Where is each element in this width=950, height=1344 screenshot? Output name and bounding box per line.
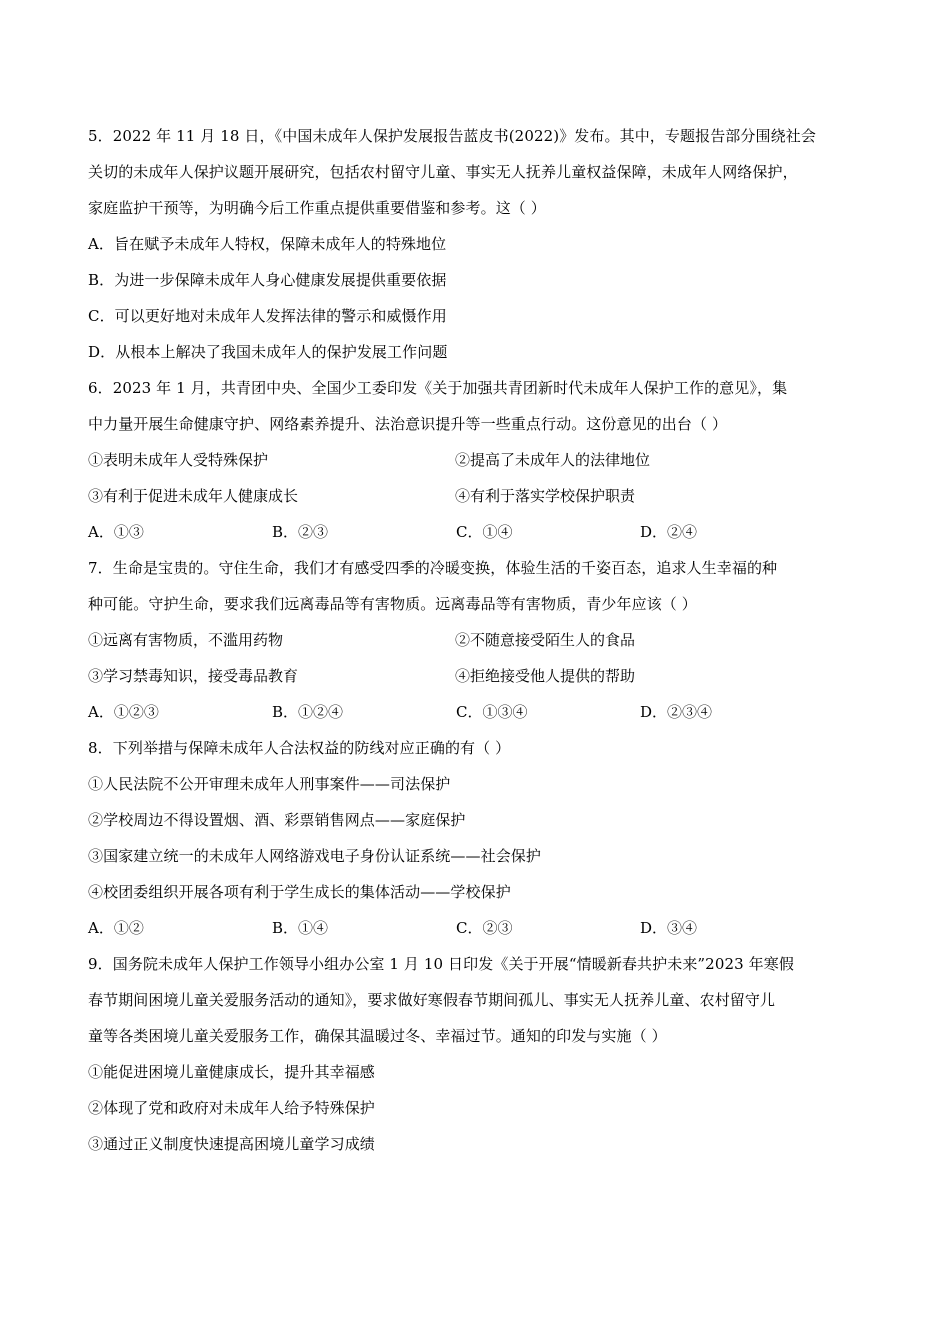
question-7-stem-line-2: 种可能。守护生命，要求我们远离毒品等有害物质。远离毒品等有害物质，青少年应该（ ） xyxy=(88,595,697,613)
question-5-option-d: D．从根本上解决了我国未成年人的保护发展工作问题 xyxy=(88,343,448,361)
questions-content xyxy=(88,118,868,1162)
question-9-item-1: ①能促进困境儿童健康成长，提升其幸福感 xyxy=(88,1063,375,1081)
question-9-item-3: ③通过正义制度快速提高困境儿童学习成绩 xyxy=(88,1135,375,1153)
question-7-item-4: ④拒绝接受他人提供的帮助 xyxy=(455,667,636,685)
question-7-option-b: B．①②④ xyxy=(272,703,344,721)
question-9-stem-line-3: 童等各类困境儿童关爱服务工作，确保其温暖过冬、幸福过节。通知的印发与实施（ ） xyxy=(88,1027,667,1045)
question-8-option-c: C．②③ xyxy=(456,919,513,937)
question-6 xyxy=(88,370,868,550)
question-6-stem-line-2: 中力量开展生命健康守护、网络素养提升、法治意识提升等一些重点行动。这份意见的出台（ ） xyxy=(88,415,728,433)
question-6-options xyxy=(88,514,868,550)
question-6-item-4: ④有利于落实学校保护职责 xyxy=(455,487,636,505)
question-9-stem-line-1: 9．国务院未成年人保护工作领导小组办公室 1 月 10 日印发《关于开展“情暖新春共护未来”2023 年寒假 xyxy=(88,955,794,973)
question-6-stem-line-1: 6．2023 年 1 月，共青团中央、全国少工委印发《关于加强共青团新时代未成年人保护工作的意见》，集 xyxy=(88,379,788,397)
question-7-option-c: C．①③④ xyxy=(456,703,528,721)
question-6-items-row-2 xyxy=(88,478,868,514)
question-7 xyxy=(88,550,868,730)
question-7-item-3: ③学习禁毒知识，接受毒品教育 xyxy=(88,667,299,685)
question-8 xyxy=(88,730,868,946)
question-7-item-1: ①远离有害物质，不滥用药物 xyxy=(88,631,284,649)
question-8-item-3: ③国家建立统一的未成年人网络游戏电子身份认证系统——社会保护 xyxy=(88,847,542,865)
question-7-items-row-2 xyxy=(88,658,868,694)
question-7-item-2: ②不随意接受陌生人的食品 xyxy=(455,631,636,649)
question-7-stem-line-1: 7．生命是宝贵的。守住生命，我们才有感受四季的冷暖变换，体验生活的千姿百态，追求人生幸福的种 xyxy=(88,559,778,577)
question-6-option-d: D．②④ xyxy=(640,523,698,541)
question-7-items-row-1 xyxy=(88,622,868,658)
question-6-item-1: ①表明未成年人受特殊保护 xyxy=(88,451,269,469)
question-5-stem-line-1: 5．2022 年 11 月 18 日，《中国未成年人保护发展报告蓝皮书(2022)》发布。其中，专题报告部分围绕社会 xyxy=(88,127,816,145)
question-6-option-c: C．①④ xyxy=(456,523,513,541)
question-9-item-2: ②体现了党和政府对未成年人给予特殊保护 xyxy=(88,1099,375,1117)
question-8-option-a: A．①② xyxy=(88,919,144,937)
question-8-item-2: ②学校周边不得设置烟、酒、彩票销售网点——家庭保护 xyxy=(88,811,466,829)
question-8-stem-line-1: 8．下列举措与保障未成年人合法权益的防线对应正确的有（ ） xyxy=(88,739,511,757)
question-6-item-2: ②提高了未成年人的法律地位 xyxy=(455,451,651,469)
question-5-option-b: B．为进一步保障未成年人身心健康发展提供重要依据 xyxy=(88,271,447,289)
question-5-stem-line-3: 家庭监护干预等，为明确今后工作重点提供重要借鉴和参考。这（ ） xyxy=(88,199,546,217)
question-8-option-b: B．①④ xyxy=(272,919,329,937)
question-9 xyxy=(88,946,868,1162)
question-8-item-1: ①人民法院不公开审理未成年人刑事案件——司法保护 xyxy=(88,775,451,793)
question-8-options xyxy=(88,910,868,946)
question-8-item-4: ④校团委组织开展各项有利于学生成长的集体活动——学校保护 xyxy=(88,883,511,901)
question-5-option-a: A．旨在赋予未成年人特权，保障未成年人的特殊地位 xyxy=(88,235,447,253)
question-6-option-a: A．①③ xyxy=(88,523,144,541)
question-7-options xyxy=(88,694,868,730)
question-7-option-a: A．①②③ xyxy=(88,703,159,721)
question-6-item-3: ③有利于促进未成年人健康成长 xyxy=(88,487,299,505)
question-8-option-d: D．③④ xyxy=(640,919,698,937)
question-5 xyxy=(88,118,868,370)
question-6-items-row-1 xyxy=(88,442,868,478)
question-9-stem-line-2: 春节期间困境儿童关爱服务活动的通知》，要求做好寒假春节期间孤儿、事实无人抚养儿童、农村留守儿 xyxy=(88,991,776,1009)
question-7-option-d: D．②③④ xyxy=(640,703,713,721)
question-6-option-b: B．②③ xyxy=(272,523,329,541)
question-5-stem-line-2: 关切的未成年人保护议题开展研究，包括农村留守儿童、事实无人抚养儿童权益保障，未成年人网络保护， xyxy=(88,163,798,181)
question-5-option-c: C．可以更好地对未成年人发挥法律的警示和威慑作用 xyxy=(88,307,447,325)
